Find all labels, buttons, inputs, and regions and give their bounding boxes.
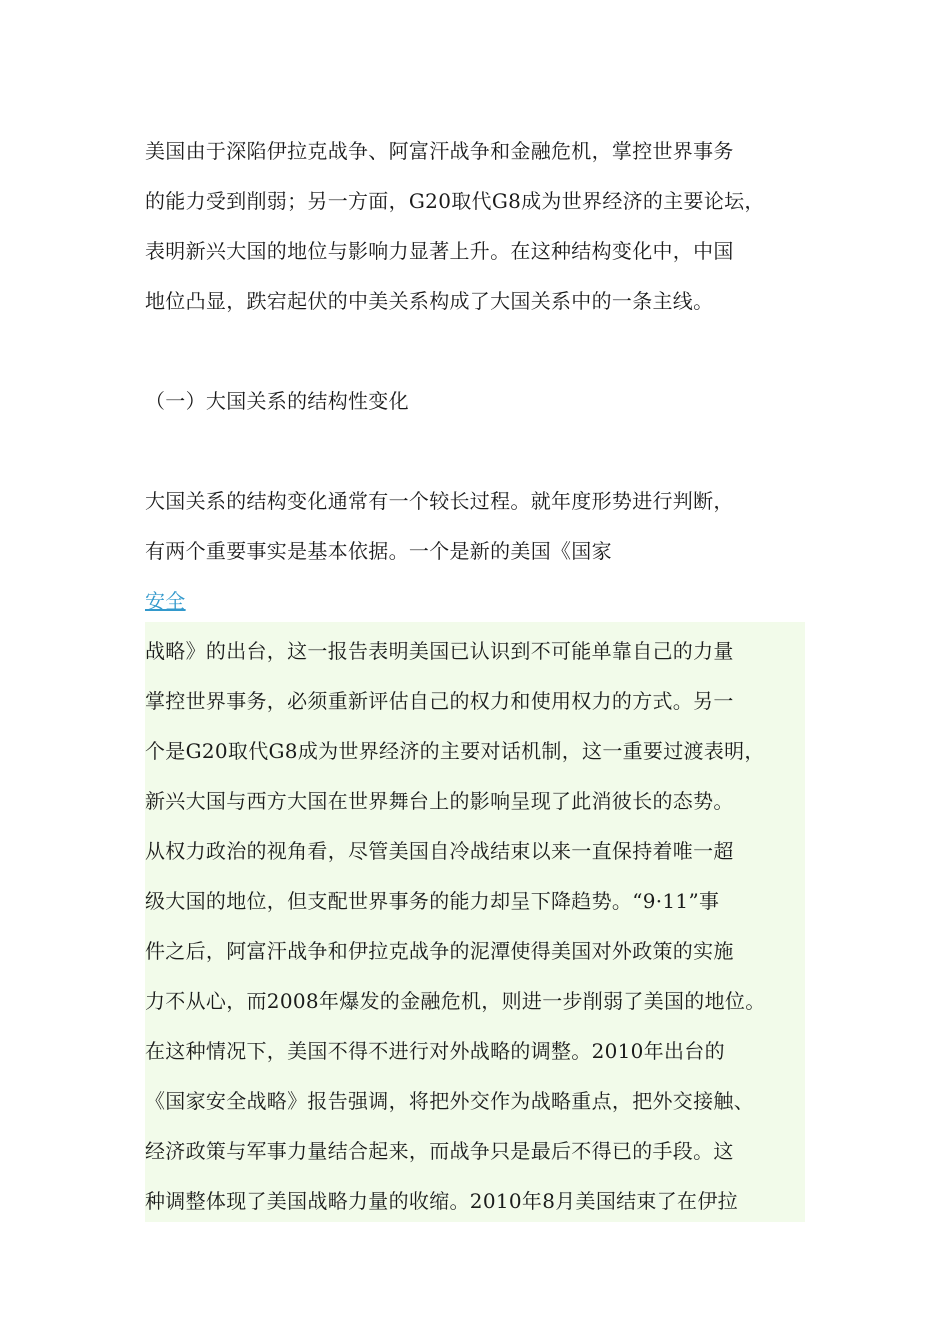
paragraph-line: 级大国的地位，但支配世界事务的能力却呈下降趋势。“9·11”事 xyxy=(145,889,720,913)
paragraph-line: 掌控世界事务，必须重新评估自己的权力和使用权力的方式。另一 xyxy=(145,689,734,713)
paragraph-line: 美国由于深陷伊拉克战争、阿富汗战争和金融危机，掌控世界事务 xyxy=(145,139,734,163)
paragraph-line: 的能力受到削弱；另一方面，G20取代G8成为世界经济的主要论坛， xyxy=(145,189,765,213)
paragraph-line: 战略》的出台，这一报告表明美国已认识到不可能单靠自己的力量 xyxy=(145,639,734,663)
section-heading: （一）大国关系的结构性变化 xyxy=(145,389,409,413)
anquan-link[interactable]: 安全 xyxy=(145,589,186,613)
paragraph-line: 种调整体现了美国战略力量的收缩。2010年8月美国结束了在伊拉 xyxy=(145,1189,738,1213)
paragraph-line: 个是G20取代G8成为世界经济的主要对话机制，这一重要过渡表明， xyxy=(145,739,765,763)
paragraph-line: 新兴大国与西方大国在世界舞台上的影响呈现了此消彼长的态势。 xyxy=(145,789,734,813)
paragraph-line: 有两个重要事实是基本依据。一个是新的美国《国家 xyxy=(145,539,612,563)
paragraph-line: 件之后，阿富汗战争和伊拉克战争的泥潭使得美国对外政策的实施 xyxy=(145,939,734,963)
link-line xyxy=(145,587,186,615)
paragraph-line: 经济政策与军事力量结合起来，而战争只是最后不得已的手段。这 xyxy=(145,1139,734,1163)
paragraph-line: 从权力政治的视角看，尽管美国自冷战结束以来一直保持着唯一超 xyxy=(145,839,734,863)
paragraph-line: 大国关系的结构变化通常有一个较长过程。就年度形势进行判断， xyxy=(145,489,734,513)
paragraph-line: 在这种情况下，美国不得不进行对外战略的调整。2010年出台的 xyxy=(145,1039,725,1063)
paragraph-line: 表明新兴大国的地位与影响力显著上升。在这种结构变化中，中国 xyxy=(145,239,734,263)
paragraph-line: 《国家安全战略》报告强调，将把外交作为战略重点，把外交接触、 xyxy=(145,1089,754,1113)
paragraph-line: 力不从心，而2008年爆发的金融危机，则进一步削弱了美国的地位。 xyxy=(145,989,766,1013)
paragraph-line: 地位凸显，跌宕起伏的中美关系构成了大国关系中的一条主线。 xyxy=(145,289,714,313)
